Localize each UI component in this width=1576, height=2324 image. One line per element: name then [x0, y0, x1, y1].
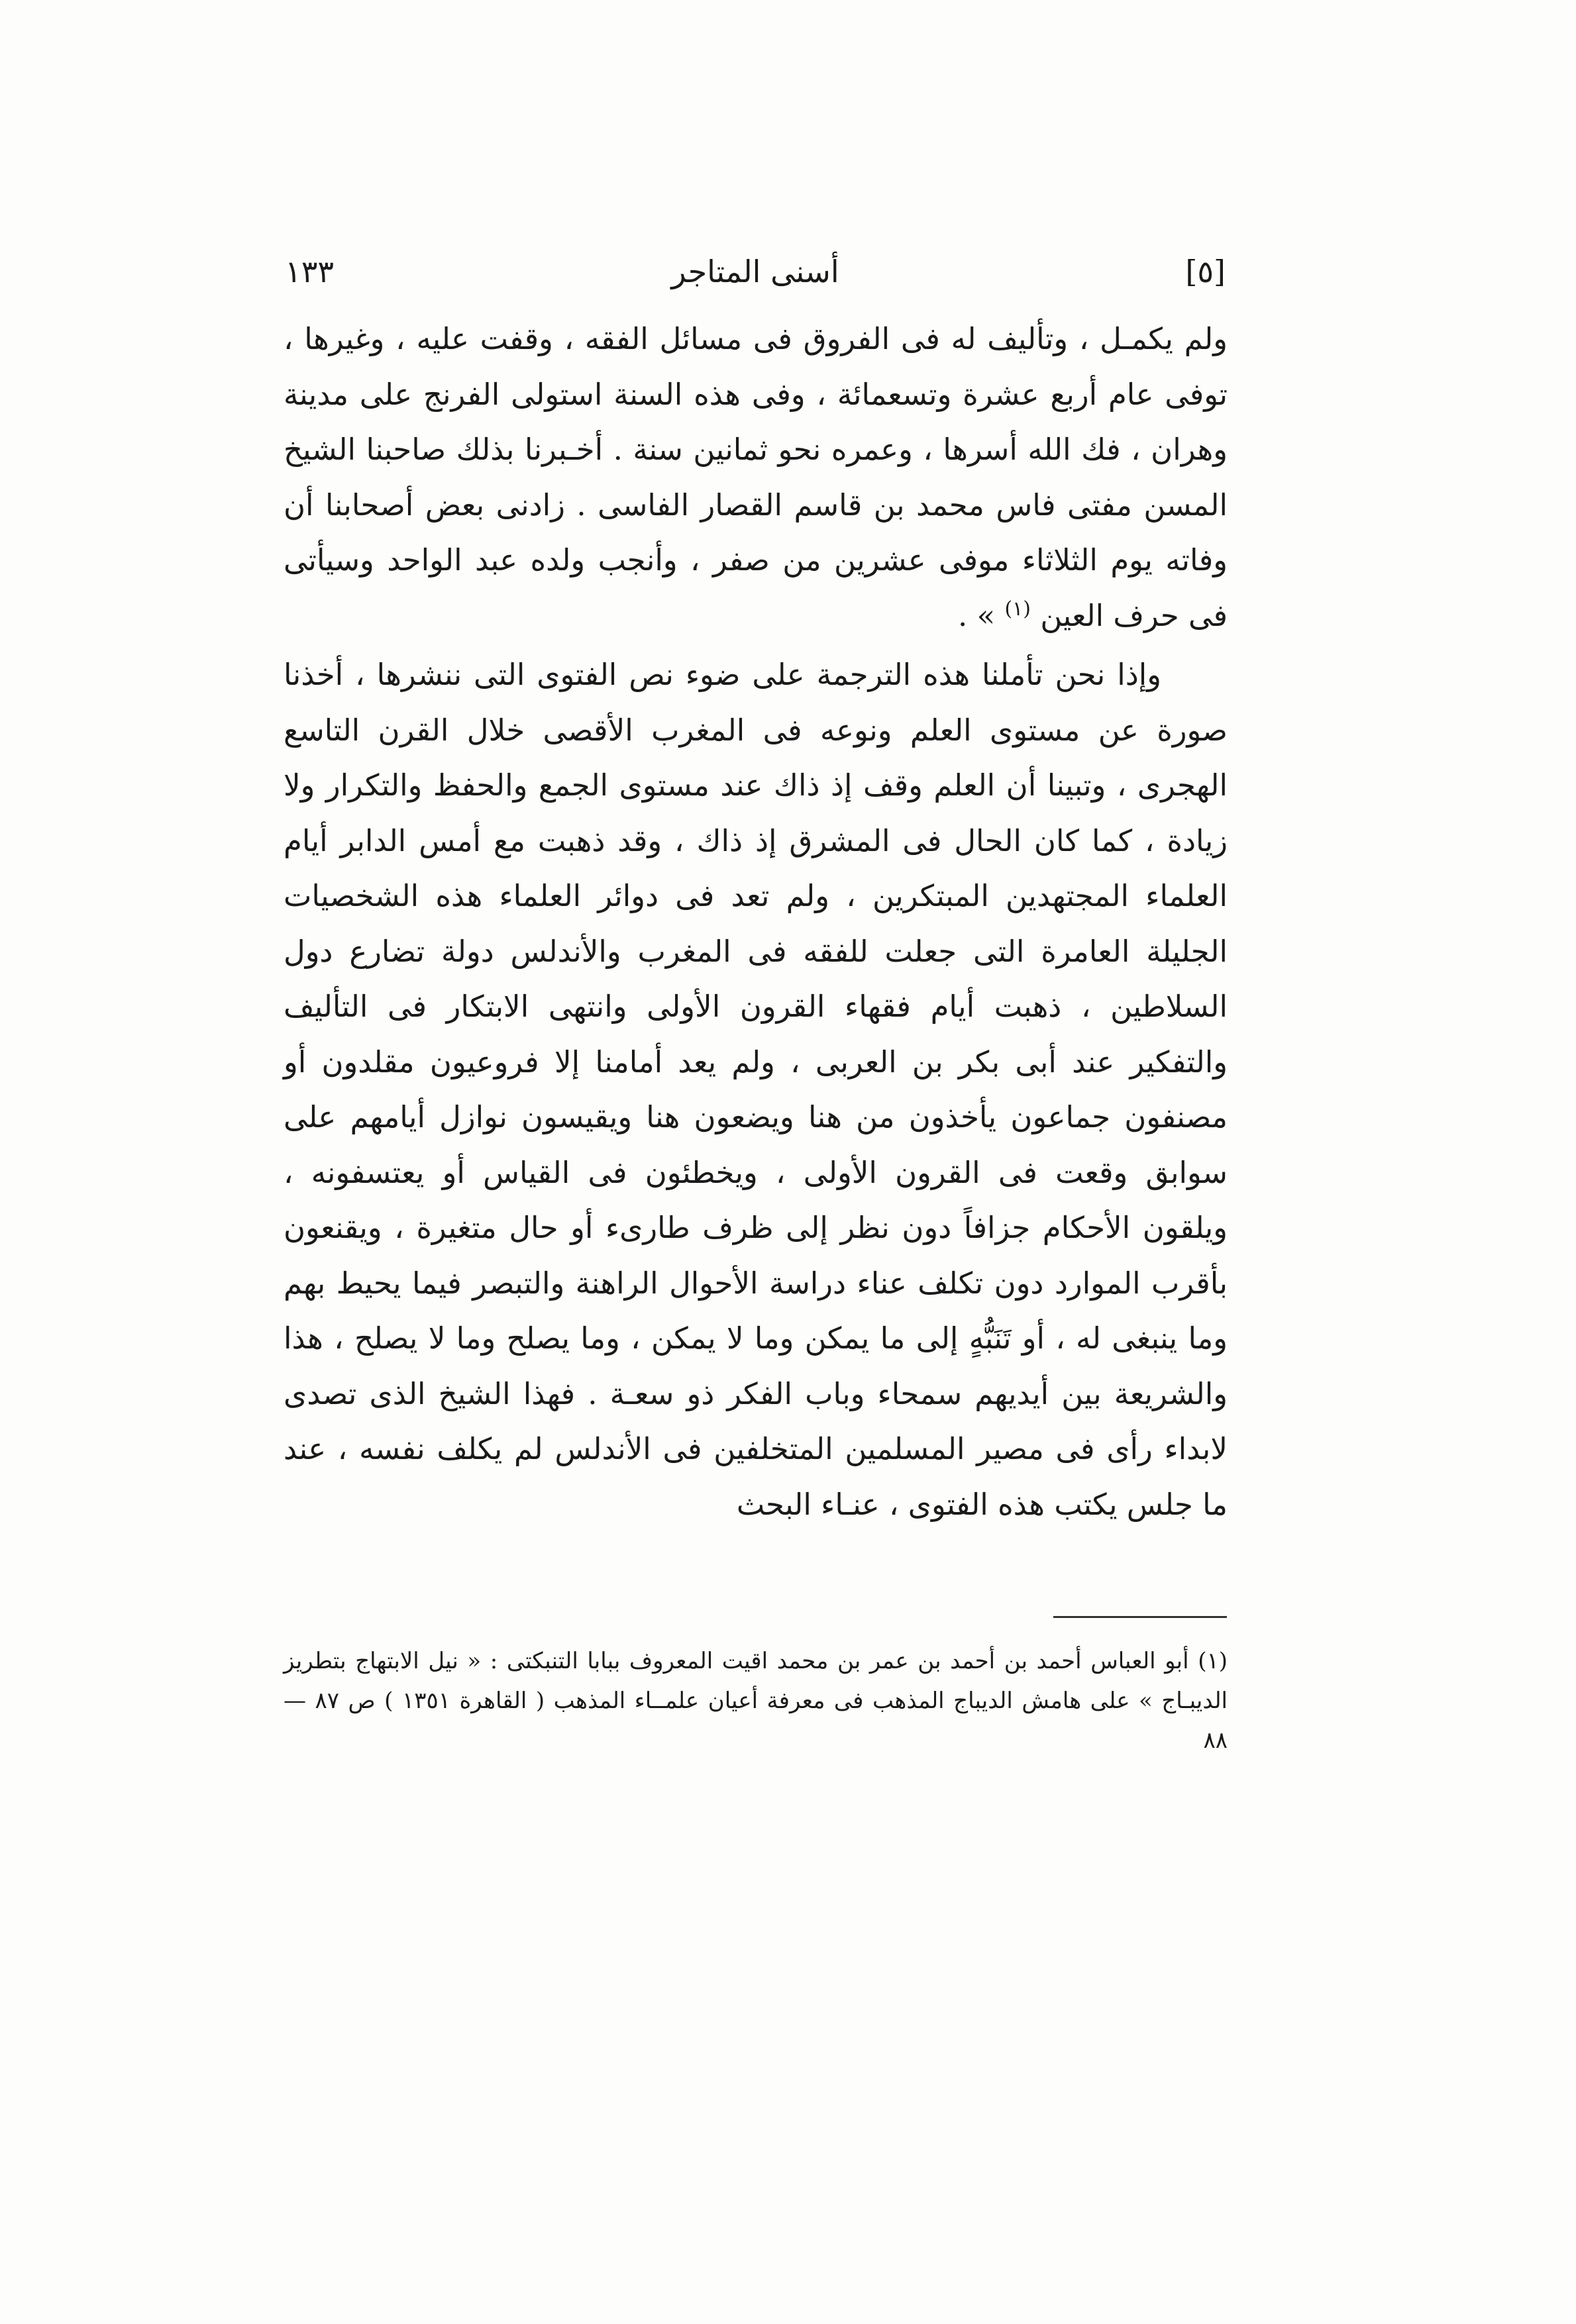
paragraph-1 — [284, 311, 1228, 643]
page-header — [285, 245, 1226, 298]
footnote-reference: (١) — [1004, 597, 1031, 621]
paragraph-2: وإذا نحن تأملنا هذه الترجمة على ضوء نص الفتوى التى ننشرها ، أخذنا صورة عن مستوى العلم ونوعه فى المغرب الأقصى خلال القرن التاسع الهجرى ، وتبينا أن العلم وقف إذ ذاك عند مستوى الجمع والحفظ والتكرار ولا زيادة ، كما كان الحال فى المشرق إذ ذاك ، وقد ذهبت مع أمس الدابر أيام العلماء المجتهدين المبتكرين ، ولم تعد فى دوائر العلماء هذه الشخصيات الجليلة العامرة التى جعلت للفقه فى المغرب والأندلس دولة تضارع دول السلاطين ، ذهبت أيام فقهاء القرون الأولى وانتهى الابتكار فى التأليف والتفكير عند أبى بكر بن العربى ، ولم يعد أمامنا إلا فروعيون مقلدون أو مصنفون جماعون يأخذون من هنا ويضعون هنا ويقيسون نوازل أيامهم على سوابق وقعت فى القرون الأولى ، ويخطئون فى القياس أو يعتسفونه ، ويلقون الأحكام جزافاً دون نظر إلى ظرف طارىء أو حال متغيرة ، ويقنعون بأقرب الموارد دون تكلف عناء دراسة الأحوال الراهنة والتبصر فيما يحيط بهم وما ينبغى له ، أو تَنَبُّهٍ إلى ما يمكن وما لا يمكن ، وما يصلح وما لا يصلح ، هذا والشريعة بين أيديهم سمحاء وباب الفكر ذو سعـة . فهذا الشيخ الذى تصدى لابداء رأى فى مصير المسلمين المتخلفين فى الأندلس لم يكلف نفسه ، عند ما جلس يكتب هذه الفتوى ، عنـاء البحث — [284, 657, 1228, 1522]
footnote-divider — [1053, 1616, 1227, 1618]
footnote-text: (١) أبو العباس أحمد بن أحمد بن عمر بن محمد اقيت المعروف ببابا التنبكتى : « نيل الابتهاج بتطريز الديبـاج » على هامش الديباج المذهب فى معرفة أعيان علمــاء المذهب ( القاهرة ١٣٥١ ) ص ٨٧ — ٨٨ — [284, 1648, 1228, 1754]
main-text — [284, 311, 1228, 1532]
section-mark: [٥] — [1185, 254, 1226, 289]
paragraph-1-end: » . — [957, 597, 1005, 633]
page-number: ١٣٣ — [285, 254, 335, 289]
running-title: أسنى المتاجر — [671, 254, 839, 289]
footnote — [284, 1641, 1228, 1760]
paragraph-1-text: ولم يكمـل ، وتأليف له فى الفروق فى مسائل الفقه ، وقفت عليه ، وغيرها ، توفى عام أربع عشرة وتسعمائة ، وفى هذه السنة استولى الفرنج على مدينة وهران ، فك الله أسرها ، وعمره نحو ثمانين سنة . أخـبرنا بذلك صاحبنا الشيخ المسن مفتى فاس محمد بن قاسم القصار الفاسى . زادنى بعض أصحابنا أن وفاته يوم الثلاثاء موفى عشرين من صفر ، وأنجب ولده عبد الواحد وسيأتى فى حرف العين — [284, 321, 1228, 633]
